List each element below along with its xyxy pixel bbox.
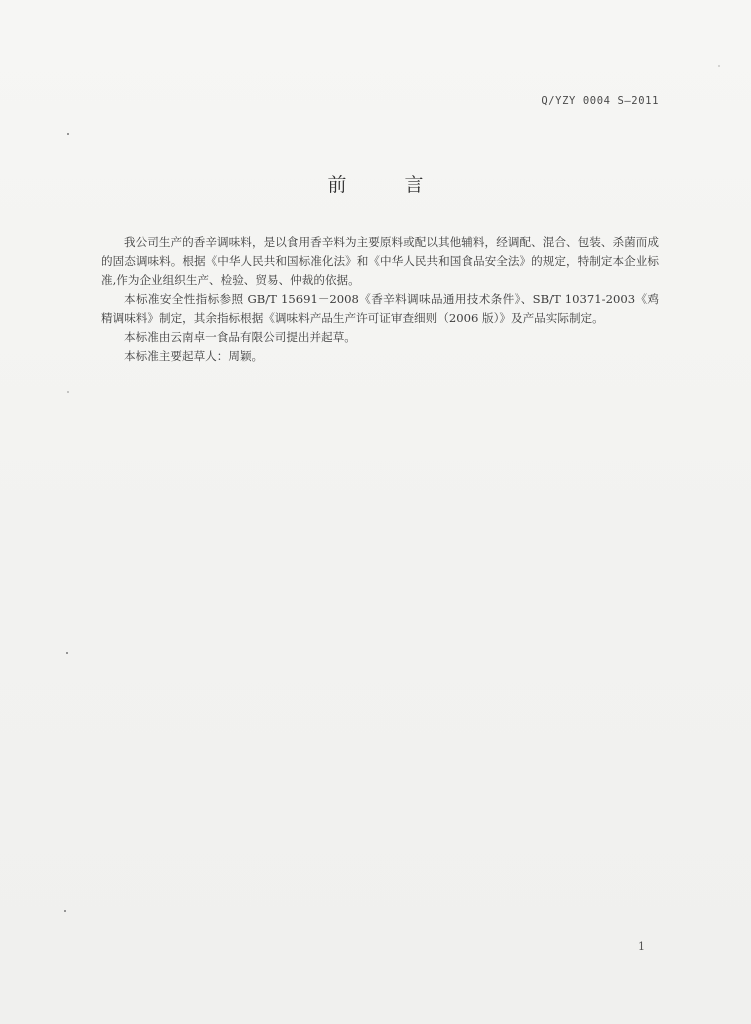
document-body [101,233,659,366]
scan-speck [67,391,69,393]
scan-speck [66,652,68,654]
page-number: 1 [638,940,645,953]
scan-speck [67,133,69,135]
paragraph-proposer: 本标准由云南卓一食品有限公司提出并起草。 [124,330,356,344]
scan-speck [718,65,720,67]
paragraph-drafter: 本标准主要起草人：周颖。 [124,349,264,363]
page-title: 前 言 [327,174,450,196]
scan-speck [64,910,66,912]
paragraph-reference-standards: 本标准安全性指标参照 GB/T 15691－2008《香辛料调味品通用技术条件》、SB/T 10371-2003《鸡精调味料》制定，其余指标根据《调味料产品生产许可证审查细则（2006 版）》及产品实际制定。 [101,292,659,325]
paragraph-intro: 我公司生产的香辛调味料，是以食用香辛料为主要原料或配以其他辅料，经调配、混合、包装、杀菌而成的固态调味料。根据《中华人民共和国标准化法》和《中华人民共和国食品安全法》的规定，特制定本企业标准,作为企业组织生产、检验、贸易、仲裁的依据。 [101,235,659,287]
standard-code: Q/YZY 0004 S—2011 [541,95,659,107]
